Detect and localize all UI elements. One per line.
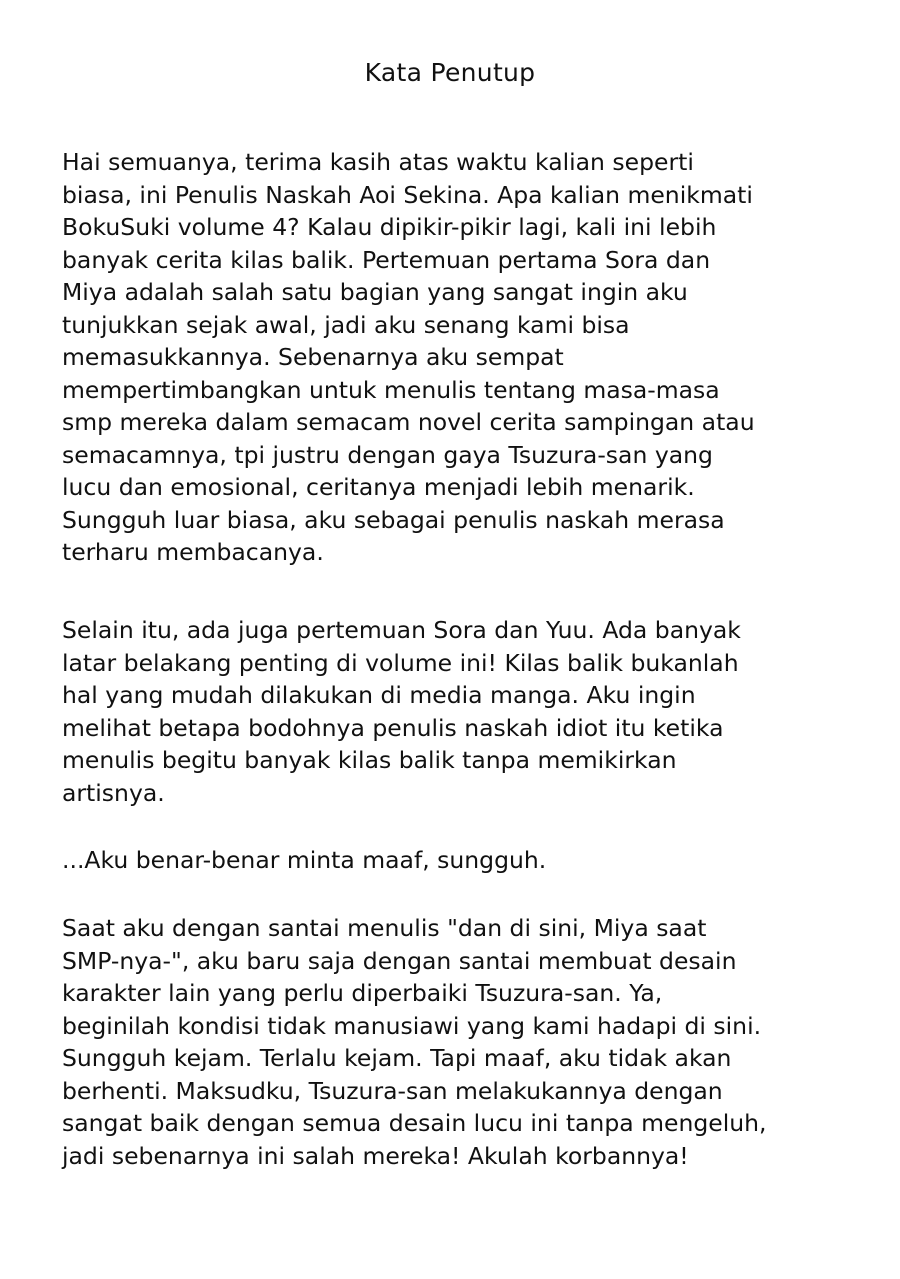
text-line: memasukkannya. Sebenarnya aku sempat bbox=[62, 343, 564, 371]
text-line: BokuSuki volume 4? Kalau dipikir-pikir lagi, kali ini lebih bbox=[62, 213, 717, 241]
text-line: berhenti. Maksudku, Tsuzura-san melakukannya dengan bbox=[62, 1076, 723, 1105]
text-line: Sungguh luar biasa, aku sebagai penulis naskah merasa bbox=[62, 505, 725, 534]
text-line: hal yang mudah dilakukan di media manga. Aku ingin bbox=[62, 681, 696, 709]
text-line: Selain itu, ada juga pertemuan Sora dan Yuu. Ada banyak bbox=[62, 616, 741, 644]
text-line: terharu membacanya. bbox=[62, 538, 324, 566]
text-line: banyak cerita kilas balik. Pertemuan pertama Sora dan bbox=[62, 245, 711, 274]
text-line: menulis begitu banyak kilas balik tanpa memikirkan bbox=[62, 746, 677, 774]
text-line: smp mereka dalam semacam novel cerita sampingan atau bbox=[62, 408, 755, 436]
text-line: artisnya. bbox=[62, 778, 165, 807]
text-line: melihat betapa bodohnya penulis naskah idiot itu ketika bbox=[62, 713, 724, 742]
text-line: SMP-nya-", aku baru saja dengan santai membuat desain bbox=[62, 946, 737, 975]
page-title: Kata Penutup bbox=[364, 58, 536, 87]
paragraph-3 bbox=[62, 844, 862, 877]
text-line: latar belakang penting di volume ini! Kilas balik bukanlah bbox=[62, 648, 739, 677]
text-line: ...Aku benar-benar minta maaf, sungguh. bbox=[62, 846, 547, 874]
text-line: lucu dan emosional, ceritanya menjadi lebih menarik. bbox=[62, 473, 695, 501]
text-line: jadi sebenarnya ini salah mereka! Akulah korbannya! bbox=[62, 1141, 689, 1170]
paragraph-4 bbox=[62, 912, 862, 1172]
text-line: biasa, ini Penulis Naskah Aoi Sekina. Apa kalian menikmati bbox=[62, 180, 753, 209]
text-line: Saat aku dengan santai menulis "dan di sini, Miya saat bbox=[62, 914, 707, 942]
text-line: Miya adalah salah satu bagian yang sangat ingin aku bbox=[62, 278, 688, 306]
paragraph-1 bbox=[62, 146, 862, 569]
text-line: beginilah kondisi tidak manusiawi yang kami hadapi di sini. bbox=[62, 1011, 762, 1040]
paragraph-2 bbox=[62, 614, 862, 809]
text-line: mempertimbangkan untuk menulis tentang masa-masa bbox=[62, 375, 720, 404]
text-line: sangat baik dengan semua desain lucu ini tanpa mengeluh, bbox=[62, 1109, 767, 1137]
text-line: semacamnya, tpi justru dengan gaya Tsuzura-san yang bbox=[62, 440, 713, 469]
text-line: Sungguh kejam. Terlalu kejam. Tapi maaf, aku tidak akan bbox=[62, 1044, 732, 1072]
text-line: Hai semuanya, terima kasih atas waktu kalian seperti bbox=[62, 148, 694, 176]
text-line: tunjukkan sejak awal, jadi aku senang kami bisa bbox=[62, 310, 630, 339]
text-line: karakter lain yang perlu diperbaiki Tsuzura-san. Ya, bbox=[62, 979, 663, 1007]
